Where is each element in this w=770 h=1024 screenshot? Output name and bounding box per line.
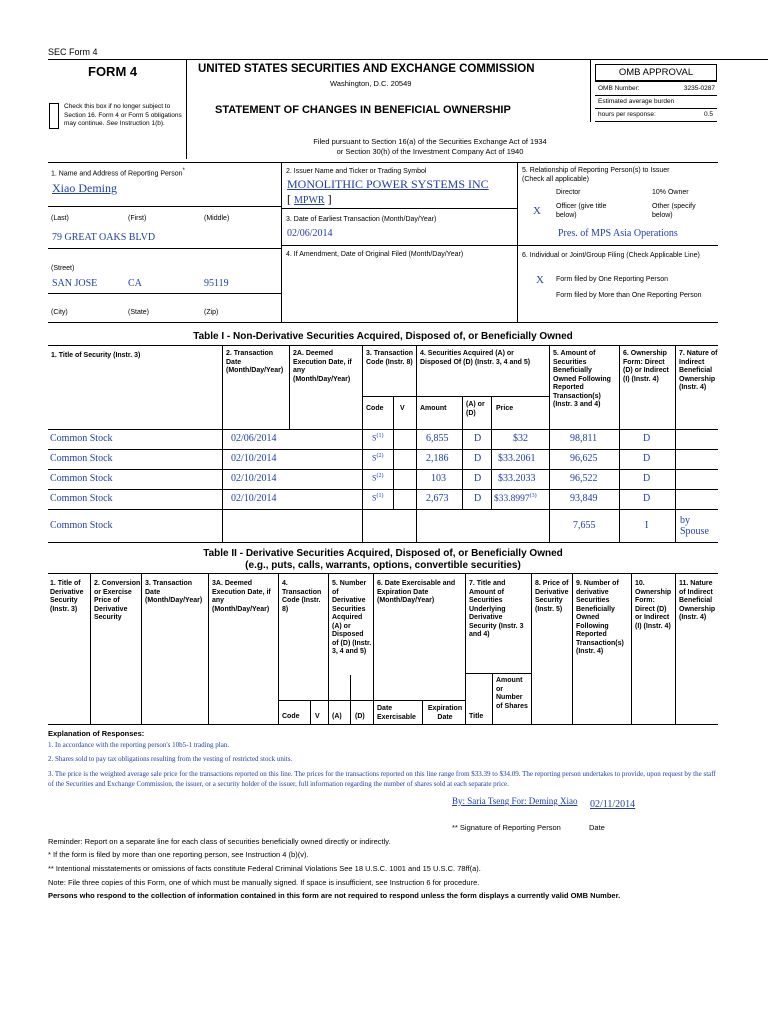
omb-title: OMB APPROVAL (595, 64, 717, 81)
table-row-form: D (643, 493, 651, 504)
t2-code-header: Code (282, 713, 300, 720)
zip-label: (Zip) (204, 309, 219, 316)
reminder: Reminder: Report on a separate line for each class of securities beneficially owned directly or indirectly. (48, 837, 391, 846)
footnote-1: 1. In accordance with the reporting person's 10b5-1 trading plan. (48, 741, 230, 749)
box5-label: 5. Relationship of Reporting Person(s) to Issuer (Check all applicable) (522, 167, 670, 183)
t1-col2-header: 2. Transaction Date (Month/Day/Year) (226, 350, 284, 374)
t1-col1-header: 1. Title of Security (Instr. 3) (51, 352, 141, 359)
table-row-price: $33.2033 (498, 473, 536, 484)
t1-code-header: Code (366, 405, 384, 412)
zip-value: 95119 (204, 278, 229, 289)
signature-by: By: Saria Tseng For: Deming Xiao (452, 796, 578, 806)
persons-note: Persons who respond to the collection of information contained in this form are not required to respond unless the form displays a currently valid OMB Number. (48, 891, 621, 900)
t2-title-header: Title (469, 713, 484, 720)
filed-pursuant: Filed pursuant to Section 16(a) of the Securities Exchange Act of 1934 or Section 30(h) of the Investment Company Act of 1940 (313, 137, 547, 156)
t1-col4-header: 4. Securities Acquired (A) or Disposed Of (D) (Instr. 3, 4 and 5) (420, 350, 531, 366)
statement-title: STATEMENT OF CHANGES IN BENEFICIAL OWNERSHIP (215, 104, 511, 116)
table1-title: Table I - Non-Derivative Securities Acquired, Disposed of, or Beneficially Owned (193, 331, 573, 342)
table-row-price: $33.2061 (498, 453, 536, 464)
box1-label: 1. Name and Address of Reporting Person* (51, 168, 185, 178)
t2-date-exercisable-header: Date Exercisable (377, 705, 416, 721)
box4-label: 4. If Amendment, Date of Original Filed (Month/Day/Year) (286, 251, 464, 258)
table-row-code: $S^{(1)}$ (372, 493, 384, 503)
officer-label: Officer (give title below) (556, 203, 607, 219)
t2-d-header: (D) (355, 713, 365, 720)
table-row-form: D (643, 473, 651, 484)
table-row-code: $S^{(1)}$ (372, 433, 384, 443)
state-value: CA (128, 278, 142, 289)
table-row-form: D (643, 453, 651, 464)
form-title: FORM 4 (88, 64, 138, 79)
earliest-transaction-date: 02/06/2014 (287, 228, 333, 239)
omb-approval-box (595, 64, 717, 124)
no-longer-subject-checkbox[interactable] (49, 103, 59, 129)
table-row-nature: by Spouse (680, 515, 709, 537)
more-persons-label: Form filed by More than One Reporting Person (556, 292, 702, 299)
t2-col4-header: 4. Transaction Code (Instr. 8) (282, 580, 322, 613)
officer-title: Pres. of MPS Asia Operations (558, 228, 678, 239)
t1-v-header: V (400, 405, 405, 412)
t1-col6-header: 6. Ownership Form: Direct (D) or Indirect (I) (Instr. 4) (623, 350, 669, 383)
table-row-form: I (645, 520, 649, 531)
t1-amount-header: Amount (420, 405, 447, 412)
table2-title: Table II - Derivative Securities Acquired, Disposed of, or Beneficially Owned (e.g., puts, calls, warrants, options, convertible securities) (203, 548, 563, 571)
reporting-address: 79 GREAT OAKS BLVD (52, 232, 156, 243)
table-row-ad: D (474, 473, 482, 484)
last-label: (Last) (51, 215, 69, 222)
table-row-form: D (643, 433, 651, 444)
explanation-title: Explanation of Responses: (48, 729, 145, 738)
table-row-code: $S^{(2)}$ (372, 473, 384, 483)
t2-col9-header: 9. Number of derivative Securities Beneficially Owned Following Reported Transaction(s) (Instr. 4) (576, 580, 624, 655)
t2-v-header: V (315, 713, 320, 720)
footnote-3: 3. The price is the weighted average sale price for the transactions reported on this line. The prices for the transactions reported on this line range from $33.39 to $34.09. The reporting person undertakes to provide, upon request by the staff of the Securities and Exchange Commission, the issuer, or a security holder of the issuer, full information regarding the number of shares sold at each separate price. (48, 770, 716, 788)
footnote-2: 2. Shares sold to pay tax obligations resulting from the vesting of restricted stock units. (48, 755, 293, 763)
table-row-amount: 2,186 (426, 453, 449, 464)
t2-col2-header: 2. Conversion or Exercise Price of Derivative Security (94, 580, 141, 621)
t2-amount-shares-header: Amount or Number of Shares (496, 677, 528, 710)
issuer-name[interactable]: MONOLITHIC POWER SYSTEMS INC (287, 177, 489, 191)
table-row-date: 02/10/2014 (231, 453, 277, 464)
t1-col5-header: 5. Amount of Securities Beneficially Owned Following Reported Transaction(s) (Instr. 3 and 4) (553, 350, 611, 408)
omb-hours-value: 0.5 (703, 111, 713, 118)
commission-title: UNITED STATES SECURITIES AND EXCHANGE COMMISSION (198, 63, 535, 75)
omb-number-value: 3235-0287 (683, 85, 715, 92)
table-row-title: Common Stock (50, 520, 113, 531)
table-row-owned: 7,655 (573, 520, 596, 531)
table-row-amount: 2,673 (426, 493, 449, 504)
table-row-ad: D (474, 433, 482, 444)
table-row-price: $32 (513, 433, 528, 444)
dstar-note: ** Intentional misstatements or omissions of facts constitute Federal Criminal Violations See 18 U.S.C. 1001 and 15 U.S.C. 78ff(a). (48, 864, 481, 873)
table-row-ad: D (474, 453, 482, 464)
table-row-owned: 96,625 (570, 453, 598, 464)
t1-col3-header: 3. Transaction Code (Instr. 8) (366, 350, 414, 366)
table-row-amount: 103 (431, 473, 446, 484)
one-person-label: Form filed by One Reporting Person (556, 276, 669, 283)
reporting-person-name[interactable]: Xiao Deming (52, 181, 117, 195)
signature-date: 02/11/2014 (590, 799, 636, 810)
ticker-symbol[interactable]: MPWR (294, 195, 325, 206)
t1-col7-header: 7. Nature of Indirect Beneficial Ownership (Instr. 4) (679, 350, 718, 391)
box6-label: 6. Individual or Joint/Group Filing (Check Applicable Line) (522, 252, 700, 259)
middle-label: (Middle) (204, 215, 230, 222)
table-row-ad: D (474, 493, 482, 504)
state-label: (State) (128, 309, 150, 316)
table-row-date: 02/10/2014 (231, 473, 277, 484)
t2-col11-header: 11. Nature of Indirect Beneficial Ownership (Instr. 4) (679, 580, 716, 621)
table-row-code: $S^{(2)}$ (372, 453, 384, 463)
t2-col7-header: 7. Title and Amount of Securities Underlying Derivative Security (Instr. 3 and 4) (469, 580, 524, 638)
t2-expiration-header: Expiration Date (427, 705, 463, 721)
t1-price-header: Price (496, 405, 514, 412)
city-value: SAN JOSE (52, 278, 98, 289)
t2-col3-header: 3. Transaction Date (Month/Day/Year) (145, 580, 203, 604)
box3-label: 3. Date of Earliest Transaction (Month/Day/Year) (286, 216, 437, 223)
t1-aord-header: (A) or (D) (466, 401, 485, 417)
city-label: (City) (51, 309, 68, 316)
ticker: [ MPWR ] (287, 192, 332, 206)
box2-label: 2. Issuer Name and Ticker or Trading Symbol (286, 168, 427, 175)
file-copies-note: Note: File three copies of this Form, one of which must be manually signed. If space is insufficient, see Instruction 6 for procedure. (48, 878, 480, 887)
table-row-title: Common Stock (50, 453, 113, 464)
table-row-title: Common Stock (50, 473, 113, 484)
officer-mark: X (533, 205, 541, 217)
table-row-owned: 93,849 (570, 493, 598, 504)
star-note: * If the form is filed by more than one reporting person, see Instruction 4 (b)(v). (48, 850, 309, 859)
table-row-owned: 98,811 (570, 433, 598, 444)
sec-form-label: SEC Form 4 (48, 47, 98, 57)
table-row-amount: 6,855 (426, 433, 449, 444)
street-label: (Street) (51, 265, 75, 272)
commission-location: Washington, D.C. 20549 (330, 79, 412, 88)
signature-label: ** Signature of Reporting Person (452, 823, 561, 832)
table-row-date: 02/10/2014 (231, 493, 277, 504)
omb-number-label: OMB Number: (598, 85, 640, 92)
t2-col3a-header: 3A. Deemed Execution Date, if any (Month/Day/Year) (212, 580, 271, 613)
table-row-title: Common Stock (50, 433, 113, 444)
t1-col2a-header: 2A. Deemed Execution Date, if any (Month/Day/Year) (293, 350, 352, 383)
t2-col8-header: 8. Price of Derivative Security (Instr. 5) (535, 580, 569, 613)
other-label: Other (specify below) (652, 203, 696, 219)
checkbox-text: Check this box if no longer subject to Section 16. Form 4 or Form 5 obligations may continue. See Instruction 1(b). (64, 103, 182, 127)
t2-col5-header: 5. Number of Derivative Securities Acquired (A) or Disposed of (D) (Instr. 3, 4 and 5) (332, 580, 372, 655)
first-label: (First) (128, 215, 147, 222)
omb-burden-label: Estimated average burden (598, 98, 675, 105)
omb-hours-label: hours per response: (598, 111, 656, 118)
director-label: Director (556, 189, 581, 196)
table-row-price: $33.8997$^{(3)}$ (494, 493, 537, 505)
filing-mark: X (536, 274, 544, 286)
t2-col6-header: 6. Date Exercisable and Expiration Date (Month/Day/Year) (377, 580, 456, 604)
ten-pct-owner-label: 10% Owner (652, 189, 689, 196)
t2-col1-header: 1. Title of Derivative Security (Instr. 3) (50, 580, 84, 613)
date-label: Date (589, 823, 605, 832)
table-row-date: 02/06/2014 (231, 433, 277, 444)
t2-a-header: (A) (332, 713, 342, 720)
table-row-title: Common Stock (50, 493, 113, 504)
t2-col10-header: 10. Ownership Form: Direct (D) or Indirect (I) (Instr. 4) (635, 580, 672, 630)
table-row-owned: 96,522 (570, 473, 598, 484)
